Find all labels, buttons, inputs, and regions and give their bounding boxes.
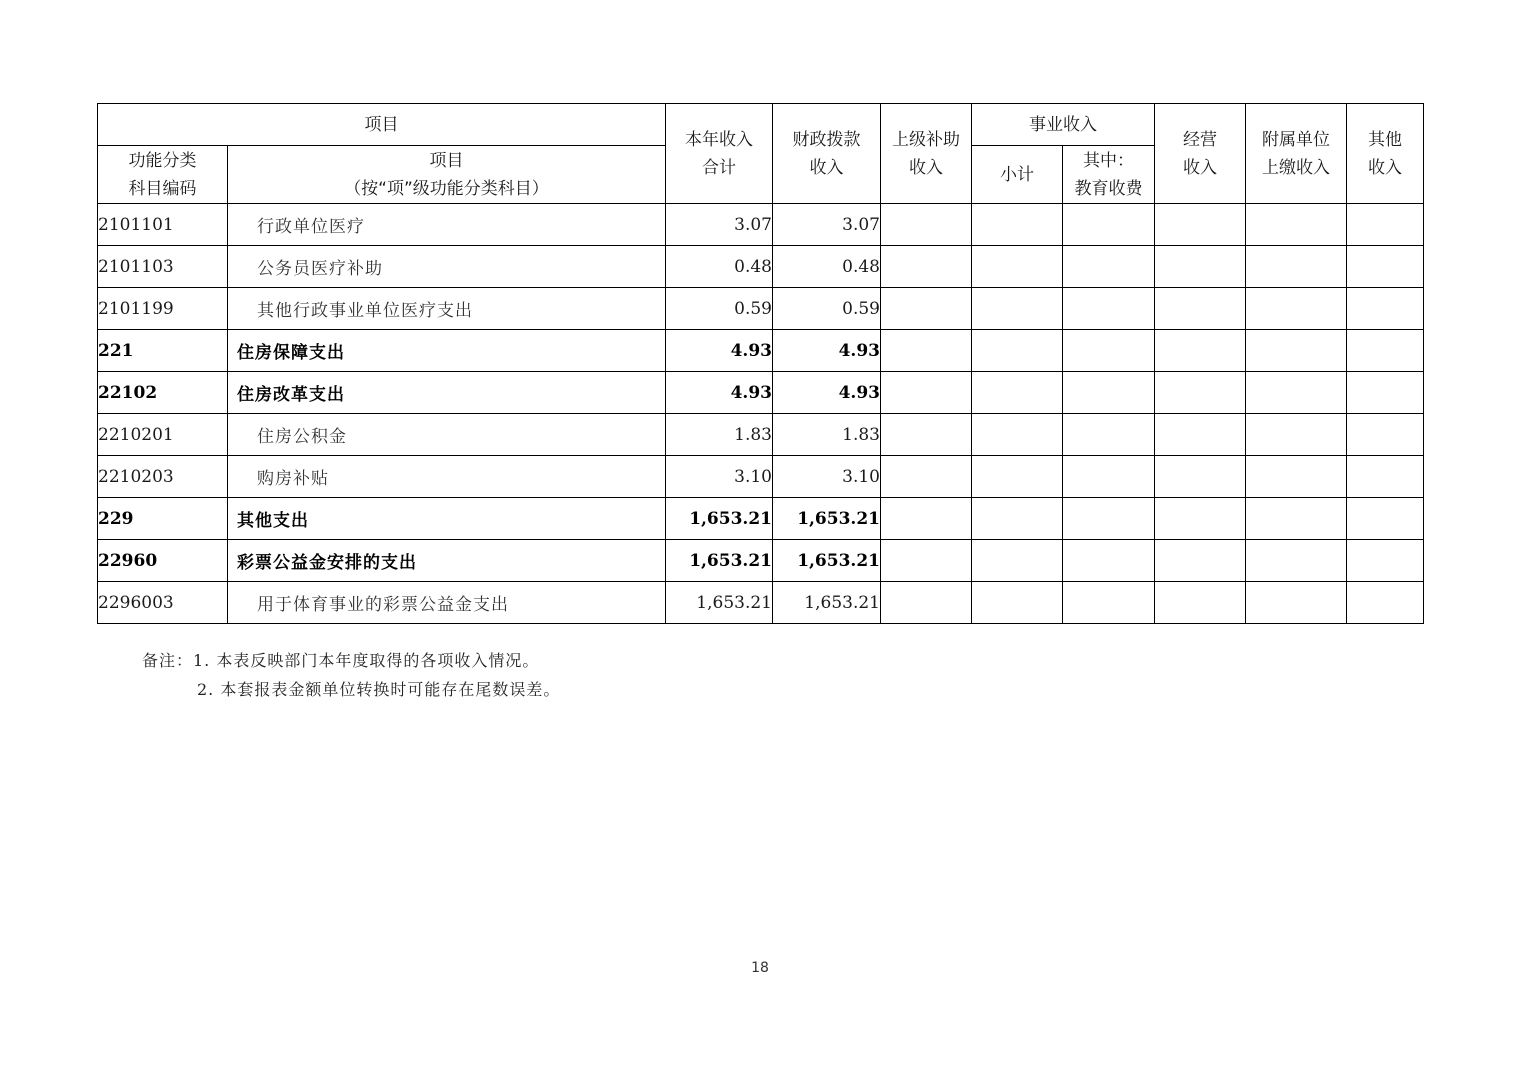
row-name: 住房公积金	[228, 414, 666, 456]
row-operating-income	[1155, 204, 1246, 246]
row-affiliated-income	[1246, 498, 1347, 540]
row-code: 22960	[98, 540, 228, 582]
table-row	[98, 246, 1424, 288]
row-career-subtotal	[972, 204, 1063, 246]
header-total-income: 本年收入 合计	[666, 104, 773, 204]
row-fiscal-income: 0.48	[773, 246, 881, 288]
row-operating-income	[1155, 288, 1246, 330]
table-row	[98, 204, 1424, 246]
row-other-income	[1347, 372, 1424, 414]
row-name: 购房补贴	[228, 456, 666, 498]
header-affiliated-income: 附属单位 上缴收入	[1246, 104, 1347, 204]
row-code: 2101199	[98, 288, 228, 330]
row-affiliated-income	[1246, 204, 1347, 246]
row-fiscal-income: 1,653.21	[773, 498, 881, 540]
row-career-subtotal	[972, 582, 1063, 624]
row-career-subtotal	[972, 288, 1063, 330]
row-operating-income	[1155, 498, 1246, 540]
note-line-2: 2. 本套报表金额单位转换时可能存在尾数误差。	[197, 680, 561, 699]
row-fiscal-income: 1.83	[773, 414, 881, 456]
row-other-income	[1347, 288, 1424, 330]
row-superior-subsidy	[881, 372, 972, 414]
row-career-subtotal	[972, 414, 1063, 456]
table-row	[98, 540, 1424, 582]
row-total-income: 4.93	[666, 330, 773, 372]
row-fiscal-income: 0.59	[773, 288, 881, 330]
row-total-income: 1,653.21	[666, 498, 773, 540]
row-affiliated-income	[1246, 246, 1347, 288]
page-number: 18	[751, 960, 769, 976]
row-career-education	[1063, 456, 1155, 498]
row-total-income: 4.93	[666, 372, 773, 414]
row-total-income: 1,653.21	[666, 540, 773, 582]
row-career-subtotal	[972, 246, 1063, 288]
row-code: 22102	[98, 372, 228, 414]
row-operating-income	[1155, 582, 1246, 624]
row-career-education	[1063, 246, 1155, 288]
row-affiliated-income	[1246, 288, 1347, 330]
row-name: 住房保障支出	[228, 330, 666, 372]
row-career-education	[1063, 288, 1155, 330]
row-superior-subsidy	[881, 498, 972, 540]
row-operating-income	[1155, 246, 1246, 288]
row-career-subtotal	[972, 540, 1063, 582]
row-career-education	[1063, 330, 1155, 372]
row-total-income: 0.59	[666, 288, 773, 330]
table-row	[98, 414, 1424, 456]
row-code: 229	[98, 498, 228, 540]
row-other-income	[1347, 456, 1424, 498]
row-affiliated-income	[1246, 582, 1347, 624]
row-total-income: 1.83	[666, 414, 773, 456]
row-name: 住房改革支出	[228, 372, 666, 414]
notes	[142, 646, 560, 704]
row-code: 2210203	[98, 456, 228, 498]
table-row	[98, 372, 1424, 414]
row-total-income: 3.10	[666, 456, 773, 498]
row-other-income	[1347, 330, 1424, 372]
row-name: 彩票公益金安排的支出	[228, 540, 666, 582]
row-name: 用于体育事业的彩票公益金支出	[228, 582, 666, 624]
row-career-subtotal	[972, 498, 1063, 540]
row-other-income	[1347, 498, 1424, 540]
row-affiliated-income	[1246, 540, 1347, 582]
table-row	[98, 330, 1424, 372]
row-other-income	[1347, 582, 1424, 624]
row-other-income	[1347, 414, 1424, 456]
row-fiscal-income: 4.93	[773, 330, 881, 372]
row-superior-subsidy	[881, 330, 972, 372]
header-operating-income: 经营 收入	[1155, 104, 1246, 204]
row-name: 行政单位医疗	[228, 204, 666, 246]
header-career-education: 其中： 教育收费	[1063, 146, 1155, 204]
table-row	[98, 456, 1424, 498]
row-total-income: 3.07	[666, 204, 773, 246]
row-total-income: 1,653.21	[666, 582, 773, 624]
row-superior-subsidy	[881, 288, 972, 330]
row-affiliated-income	[1246, 456, 1347, 498]
row-career-education	[1063, 372, 1155, 414]
header-item-group: 项目	[98, 104, 666, 146]
row-code: 221	[98, 330, 228, 372]
header-item-name: 项目 （按“项”级功能分类科目）	[228, 146, 666, 204]
header-career-subtotal: 小计	[972, 146, 1063, 204]
row-career-subtotal	[972, 456, 1063, 498]
table-row	[98, 288, 1424, 330]
row-code: 2296003	[98, 582, 228, 624]
row-fiscal-income: 3.07	[773, 204, 881, 246]
row-code: 2210201	[98, 414, 228, 456]
header-career-income: 事业收入	[972, 104, 1155, 146]
row-other-income	[1347, 204, 1424, 246]
row-superior-subsidy	[881, 246, 972, 288]
row-name: 其他支出	[228, 498, 666, 540]
table-row	[98, 498, 1424, 540]
row-total-income: 0.48	[666, 246, 773, 288]
row-fiscal-income: 1,653.21	[773, 540, 881, 582]
header-superior-subsidy: 上级补助 收入	[881, 104, 972, 204]
row-operating-income	[1155, 540, 1246, 582]
row-fiscal-income: 4.93	[773, 372, 881, 414]
row-superior-subsidy	[881, 204, 972, 246]
note-line-1: 备注：1. 本表反映部门本年度取得的各项收入情况。	[142, 651, 540, 670]
row-name: 其他行政事业单位医疗支出	[228, 288, 666, 330]
row-career-education	[1063, 204, 1155, 246]
header-func-code: 功能分类 科目编码	[98, 146, 228, 204]
header-other-income: 其他 收入	[1347, 104, 1424, 204]
header-fiscal-income: 财政拨款 收入	[773, 104, 881, 204]
row-fiscal-income: 1,653.21	[773, 582, 881, 624]
row-other-income	[1347, 540, 1424, 582]
row-affiliated-income	[1246, 414, 1347, 456]
income-table	[97, 103, 1424, 624]
row-career-education	[1063, 582, 1155, 624]
row-fiscal-income: 3.10	[773, 456, 881, 498]
row-career-education	[1063, 540, 1155, 582]
row-name: 公务员医疗补助	[228, 246, 666, 288]
table-body	[98, 204, 1424, 624]
row-superior-subsidy	[881, 456, 972, 498]
row-career-education	[1063, 498, 1155, 540]
row-career-subtotal	[972, 372, 1063, 414]
row-other-income	[1347, 246, 1424, 288]
row-operating-income	[1155, 456, 1246, 498]
row-affiliated-income	[1246, 330, 1347, 372]
row-operating-income	[1155, 414, 1246, 456]
row-affiliated-income	[1246, 372, 1347, 414]
row-code: 2101101	[98, 204, 228, 246]
row-career-education	[1063, 414, 1155, 456]
row-operating-income	[1155, 330, 1246, 372]
row-operating-income	[1155, 372, 1246, 414]
row-career-subtotal	[972, 330, 1063, 372]
row-superior-subsidy	[881, 582, 972, 624]
row-code: 2101103	[98, 246, 228, 288]
table-row	[98, 582, 1424, 624]
row-superior-subsidy	[881, 540, 972, 582]
row-superior-subsidy	[881, 414, 972, 456]
